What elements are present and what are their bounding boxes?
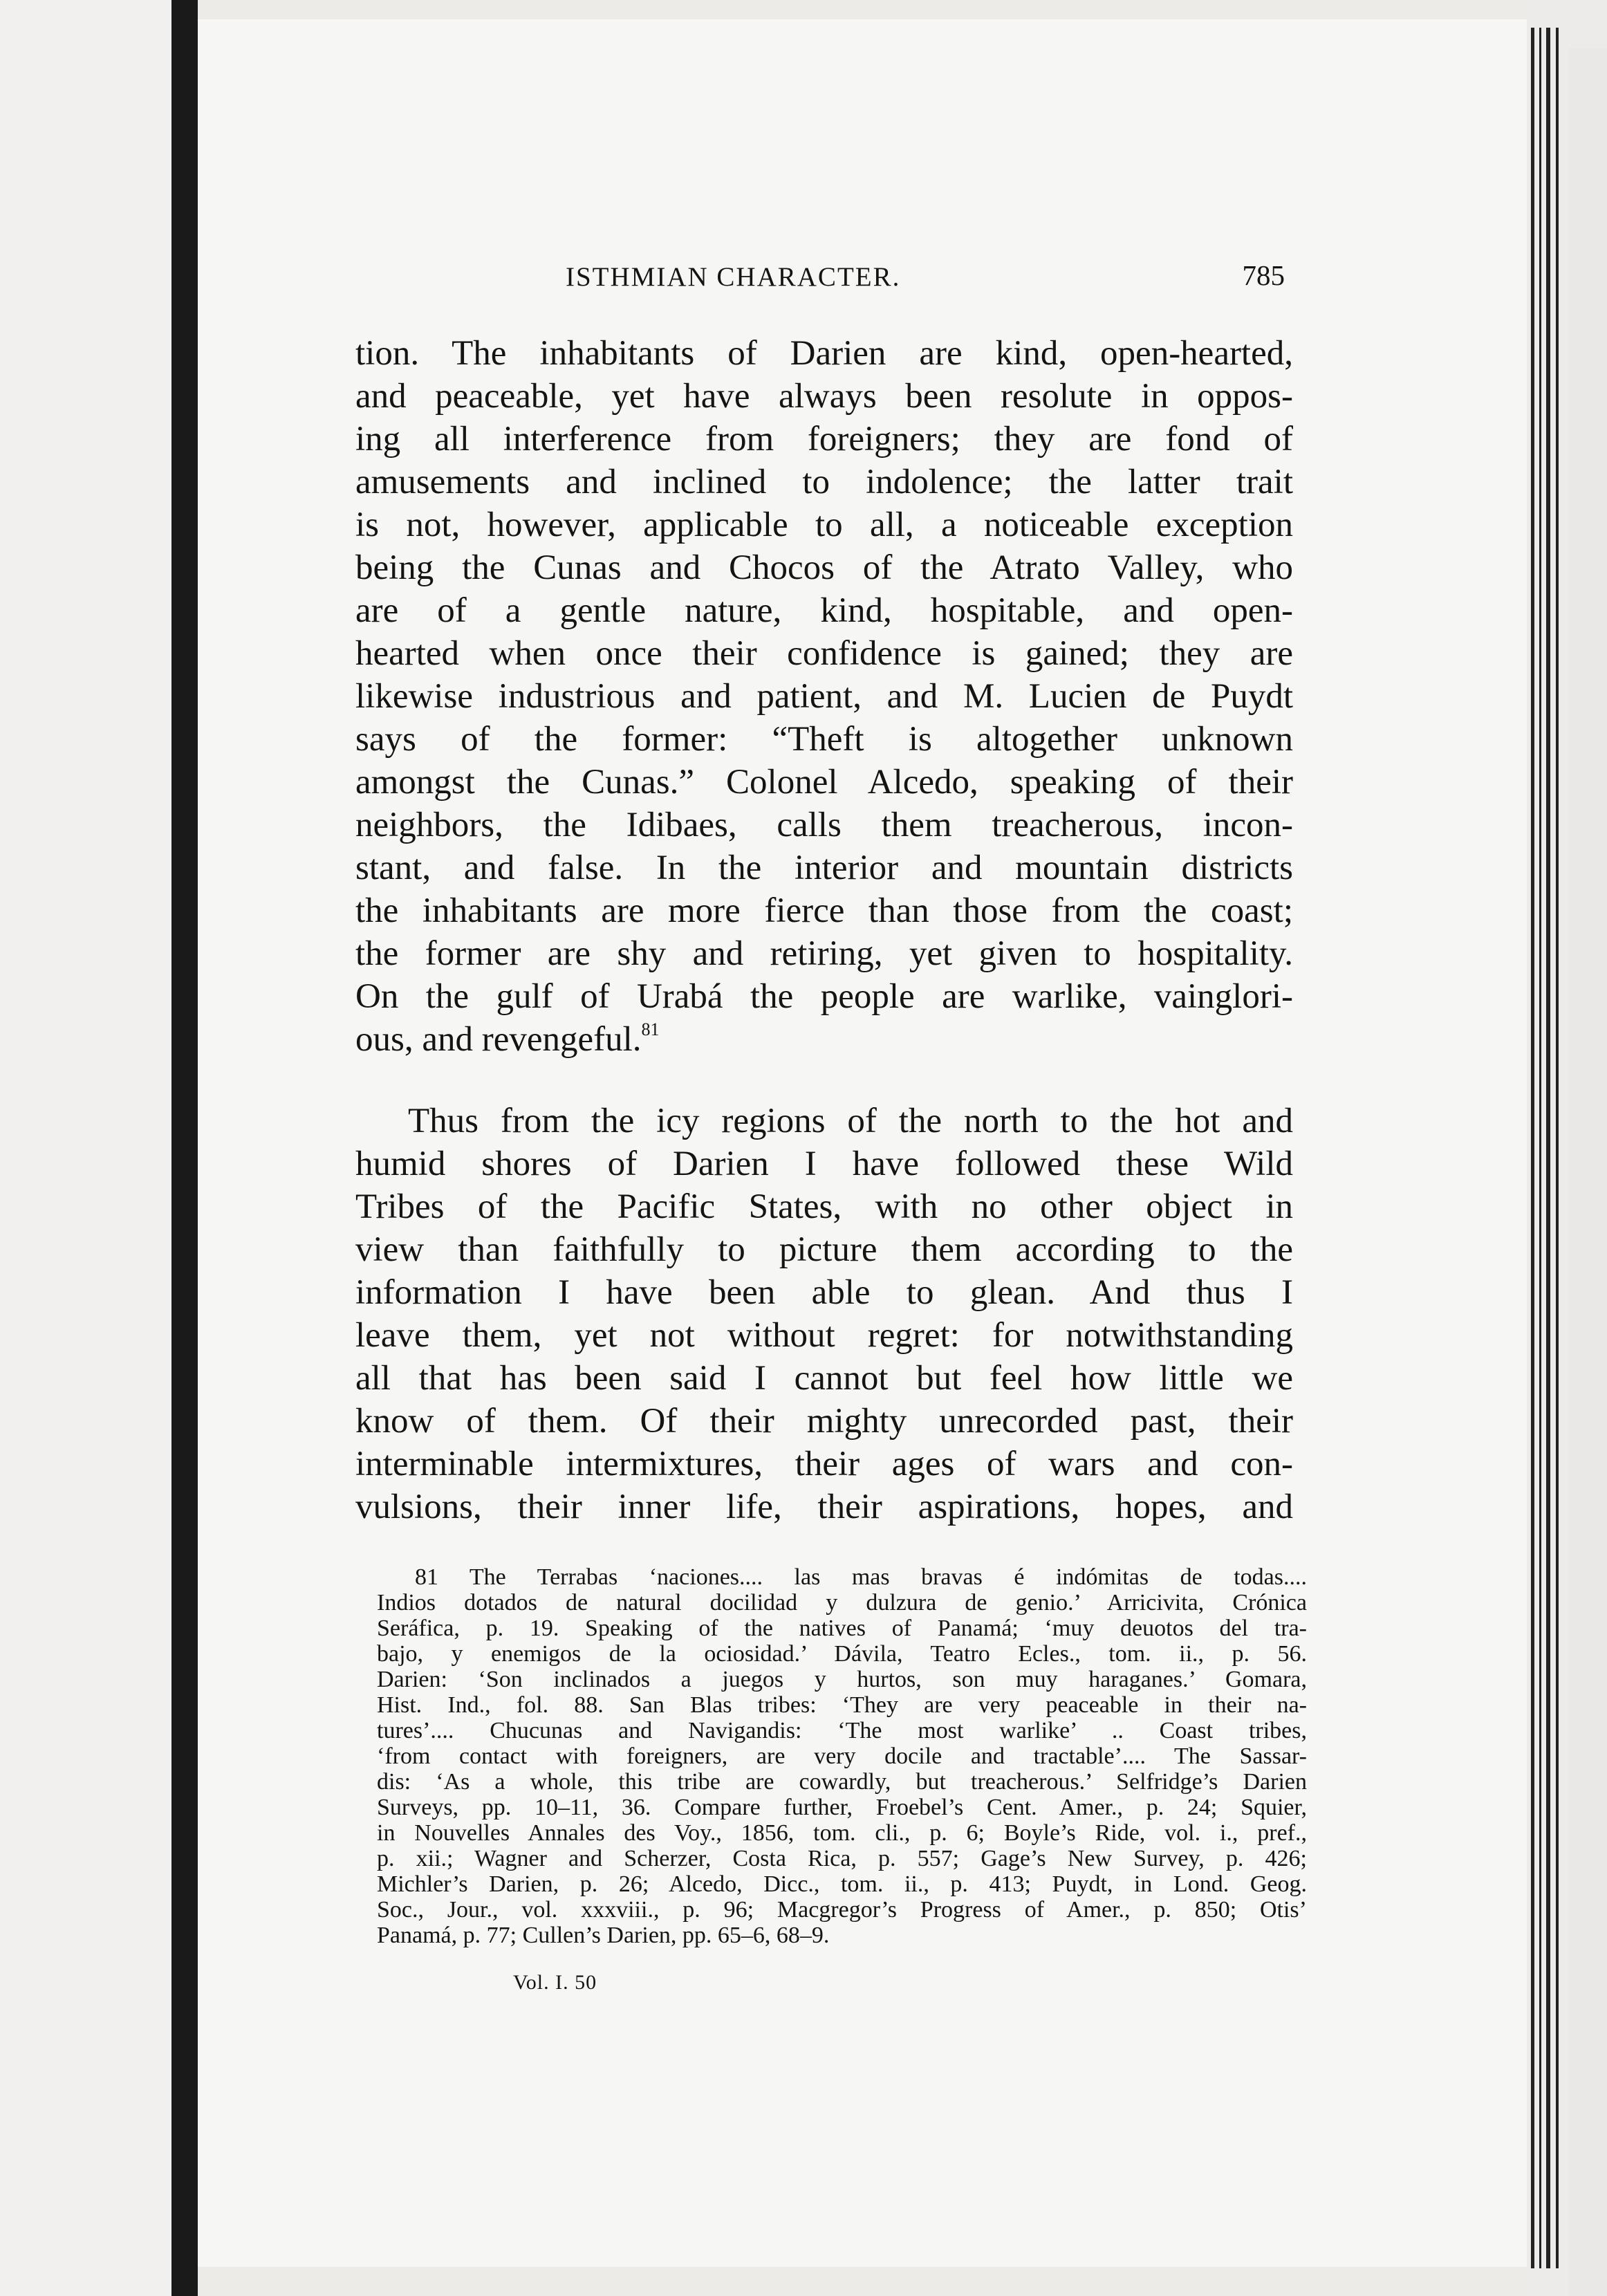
footnote-line: Surveys, pp. 10–11, 36. Compare further, Froebel’s Cent. Amer., p. 24; Squier,	[377, 1795, 1307, 1820]
signature-mark: Vol. I. 50	[513, 1971, 597, 1994]
page-edge-line	[1539, 28, 1541, 2268]
text-line: neighbors, the Idibaes, calls them treacherous, incon-	[355, 806, 1293, 844]
page-number: 785	[1242, 259, 1285, 291]
text-line: being the Cunas and Chocos of the Atrato Valley, who	[355, 548, 1293, 587]
text-line: ous, and revengeful.	[355, 1020, 642, 1059]
text-line-with-footnote	[355, 1018, 1293, 1061]
page-edge-line	[1556, 28, 1559, 2268]
footnote-line: Michler’s Darien, p. 26; Alcedo, Dicc., tom. ii., p. 413; Puydt, in Lond. Geog.	[377, 1871, 1307, 1897]
text-line: On the gulf of Urabá the people are warlike, vainglori-	[355, 977, 1293, 1016]
footnote-line: Panamá, p. 77; Cullen’s Darien, pp. 65–6, 68–9.	[377, 1923, 830, 1948]
page-edge-line	[1546, 28, 1550, 2268]
text-line: is not, however, applicable to all, a noticeable exception	[355, 506, 1293, 544]
text-line: hearted when once their confidence is gained; they are	[355, 634, 1293, 673]
footnote-reference: 81	[641, 1019, 660, 1039]
text-line: amongst the Cunas.” Colonel Alcedo, speaking of their	[355, 763, 1293, 802]
text-line: view than faithfully to picture them according to the	[355, 1230, 1293, 1269]
footnotes	[377, 1564, 1307, 1948]
text-line: vulsions, their inner life, their aspirations, hopes, and	[355, 1488, 1293, 1526]
text-line: tion. The inhabitants of Darien are kind, open-hearted,	[355, 334, 1293, 373]
footnote-line: Hist. Ind., fol. 88. San Blas tribes: ‘They are very peaceable in their na-	[377, 1692, 1307, 1718]
text-line: amusements and inclined to indolence; the latter trait	[355, 463, 1293, 501]
text-line: stant, and false. In the interior and mountain districts	[355, 849, 1293, 887]
footnote-line: ‘from contact with foreigners, are very docile and tractable’.... The Sassar-	[377, 1743, 1307, 1769]
facing-page-edge	[0, 0, 171, 2296]
footnote-line: in Nouvelles Annales des Voy., 1856, tom. cli., p. 6; Boyle’s Ride, vol. i., pref.,	[377, 1820, 1307, 1846]
footnote-line: bajo, y enemigos de la ociosidad.’ Dávila, Teatro Ecles., tom. ii., p. 56.	[377, 1641, 1307, 1667]
footnote-line: Soc., Jour., vol. xxxviii., p. 96; Macgregor’s Progress of Amer., p. 850; Otis’	[377, 1897, 1307, 1923]
text-line: likewise industrious and patient, and M. Lucien de Puydt	[355, 677, 1293, 716]
book-gutter	[171, 0, 198, 2296]
text-line: the inhabitants are more fierce than those from the coast;	[355, 891, 1293, 930]
footnote-line: Darien: ‘Son inclinados a juegos y hurtos, son muy haraganes.’ Gomara,	[377, 1667, 1307, 1692]
text-line: and peaceable, yet have always been resolute in oppos-	[355, 377, 1293, 416]
page-edge-line	[1531, 28, 1534, 2268]
main-text	[355, 332, 1293, 1528]
footnote-line: 81 The Terrabas ‘naciones.... las mas bravas é indómitas de todas....	[415, 1564, 1307, 1590]
text-line: humid shores of Darien I have followed these Wild	[355, 1145, 1293, 1183]
text-line: all that has been said I cannot but feel how little we	[355, 1359, 1293, 1398]
text-line: know of them. Of their mighty unrecorded past, their	[355, 1402, 1293, 1441]
outer-page-strip	[1568, 48, 1607, 2296]
text-line: leave them, yet not without regret: for notwithstanding	[355, 1316, 1293, 1355]
text-line: the former are shy and retiring, yet given to hospitality.	[355, 934, 1293, 973]
text-line: information I have been able to glean. And thus I	[355, 1273, 1293, 1312]
page-header	[344, 257, 1285, 299]
text-line: Tribes of the Pacific States, with no other object in	[355, 1187, 1293, 1226]
text-line: says of the former: “Theft is altogether unknown	[355, 720, 1293, 759]
footnote-line: Indios dotados de natural docilidad y dulzura de genio.’ Arricivita, Crónica	[377, 1590, 1307, 1615]
running-title: ISTHMIAN CHARACTER.	[566, 262, 901, 292]
text-line: Thus from the icy regions of the north to the hot and	[408, 1102, 1293, 1140]
text-line: ing all interference from foreigners; they are fond of	[355, 420, 1293, 459]
text-line: are of a gentle nature, kind, hospitable, and open-	[355, 591, 1293, 630]
text-line: interminable intermixtures, their ages of wars and con-	[355, 1445, 1293, 1483]
footnote-line: tures’.... Chucunas and Navigandis: ‘The most warlike’ .. Coast tribes,	[377, 1718, 1307, 1743]
footnote-line: p. xii.; Wagner and Scherzer, Costa Rica, p. 557; Gage’s New Survey, p. 426;	[377, 1846, 1307, 1871]
footnote-line: dis: ‘As a whole, this tribe are cowardly, but treacherous.’ Selfridge’s Darien	[377, 1769, 1307, 1795]
footnote-line: Seráfica, p. 19. Speaking of the natives of Panamá; ‘muy deuotos del tra-	[377, 1615, 1307, 1641]
